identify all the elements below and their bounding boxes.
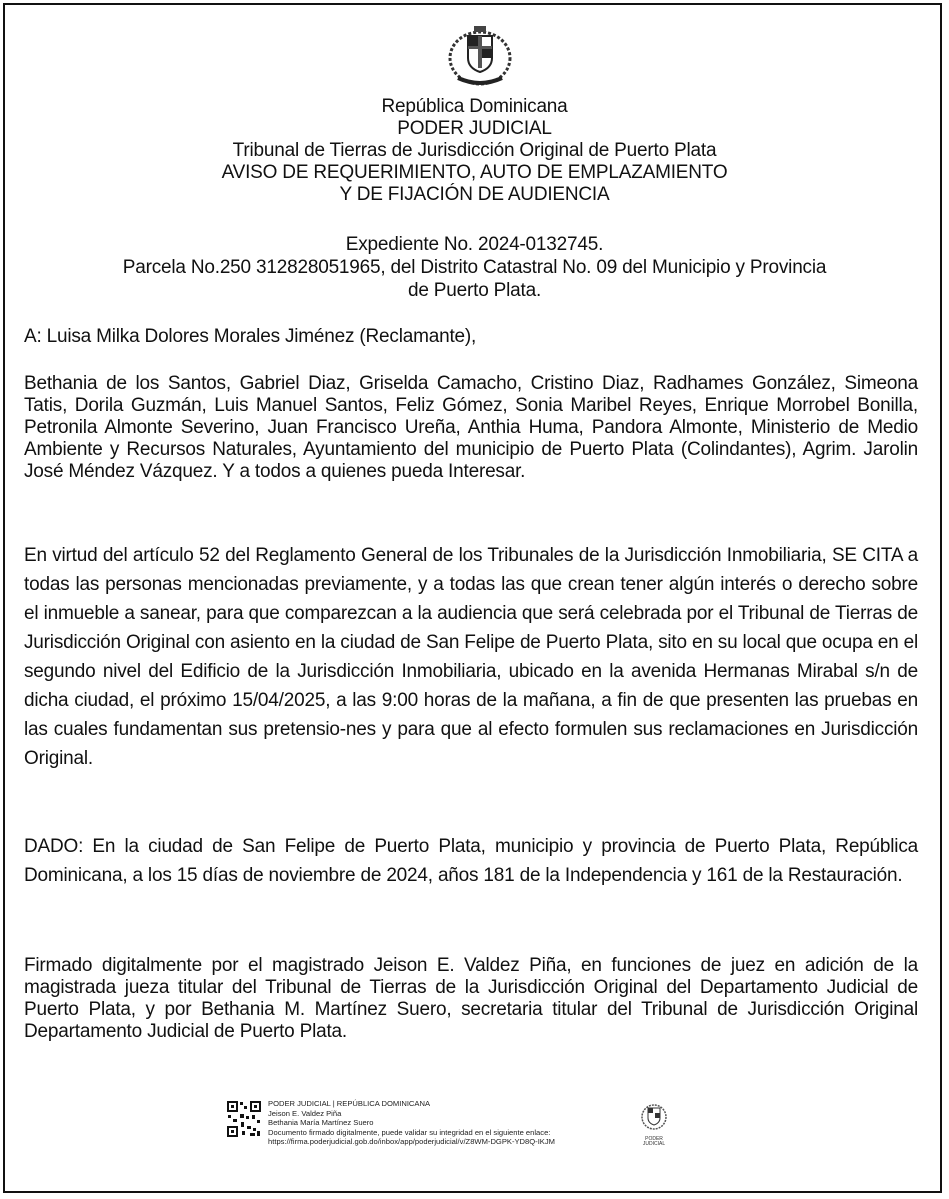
header-line-tribunal: Tribunal de Tierras de Jurisdicción Original de Puerto Plata: [232, 140, 717, 161]
header-line-institution: PODER JUDICIAL: [397, 118, 552, 139]
footer-signer-judge: Jeison E. Valdez Piña: [268, 1108, 342, 1118]
qr-code-icon: [226, 1100, 262, 1138]
parcel-line-2: de Puerto Plata.: [407, 280, 542, 301]
document-header: [0, 96, 949, 206]
footer-signer-secretary: Bethania María Martínez Suero: [268, 1118, 374, 1128]
dado-paragraph: DADO: En la ciudad de San Felipe de Puerto Plata, municipio y provincia de Puerto Plata, República Dominicana, a los 15 días de noviembre de 2024, años 181 de la Independencia y 161 de la Restauración.: [24, 836, 918, 886]
footer-institution: PODER JUDICIAL | REPÚBLICA DOMINICANA: [268, 1099, 431, 1108]
summons-paragraph: En virtud del artículo 52 del Reglamento General de los Tribunales de la Jurisdicción Inmobiliaria, SE CITA a todas las personas mencionadas previamente, y a todas las que crean tener algún interés o derecho sobre el inmueble a sanear, para que comparezcan a la audiencia que será celebrada por el Tribunal de Tierras de Jurisdicción Original con asiento en la ciudad de San Felipe de Puerto Plata, sito en su local que ocupa en el segundo nivel del Edificio de la Jurisdicción Inmobiliaria, ubicado en la avenida Hermanas Mirabal s/n de dicha ciudad, el próximo 15/04/2025, a las 9:00 horas de la mañana, a fin de que presenten las pruebas en las cuales fundamentan sus pretensio-nes y para que al efecto formulen sus reclamaciones en Jurisdicción Original.: [24, 545, 918, 769]
footer-validation-link[interactable]: https://firma.poderjudicial.gob.do/inbox/app/poderjudicial/v/Z8WM-DGPK-YD8Q-IKJM: [268, 1137, 555, 1147]
parties-paragraph: Bethania de los Santos, Gabriel Diaz, Griselda Camacho, Cristino Diaz, Radhames González, Simeona Tatis, Dorila Guzmán, Luis Manuel Santos, Feliz Gómez, Sonia Maribel Reyes, Enrique Morrobel Bonilla, Petronila Almonte Severino, Juan Francisco Ureña, Anthia Huma, Pandora Almonte, Ministerio de Medio Ambiente y Recursos Naturales, Ayuntamiento del municipio de Puerto Plata (Colindantes), Agrim. Jarolin José Méndez Vázquez. Y a todos a quienes pueda Interesar.: [24, 373, 918, 482]
case-number: Expediente No. 2024-0132745.: [345, 234, 604, 255]
header-line-country: República Dominicana: [381, 96, 568, 117]
parcel-line: Parcela No.250 312828051965, del Distrito Catastral No. 09 del Municipio y Provincia: [122, 257, 827, 278]
header-line-notice-title: AVISO DE REQUERIMIENTO, AUTO DE EMPLAZAMIENTO: [221, 162, 728, 183]
header-line-notice-title-2: Y DE FIJACIÓN DE AUDIENCIA: [339, 184, 610, 205]
footer-seal-label: PODER JUDICIAL: [642, 1136, 666, 1147]
addressee-paragraph: A: Luisa Milka Dolores Morales Jiménez (Reclamante),: [24, 326, 477, 347]
signature-paragraph: Firmado digitalmente por el magistrado Jeison E. Valdez Piña, en funciones de juez en adición de la magistrada jueza titular del Tribunal de Tierras de la Jurisdicción Original del Departamento Judicial de Puerto Plata, y por Bethania M. Martínez Suero, secretaria titular del Tribunal de Jurisdicción Original Departamento Judicial de Puerto Plata.: [24, 955, 918, 1042]
small-coat-of-arms-icon: [640, 1102, 668, 1132]
case-reference: [0, 233, 949, 302]
coat-of-arms-icon: [444, 22, 516, 90]
digital-signature-block: [268, 1099, 555, 1147]
footer-validation-note: Documento firmado digitalmente, puede validar su integridad en el siguiente enlace:: [268, 1127, 551, 1137]
footer-seal: [634, 1102, 674, 1148]
